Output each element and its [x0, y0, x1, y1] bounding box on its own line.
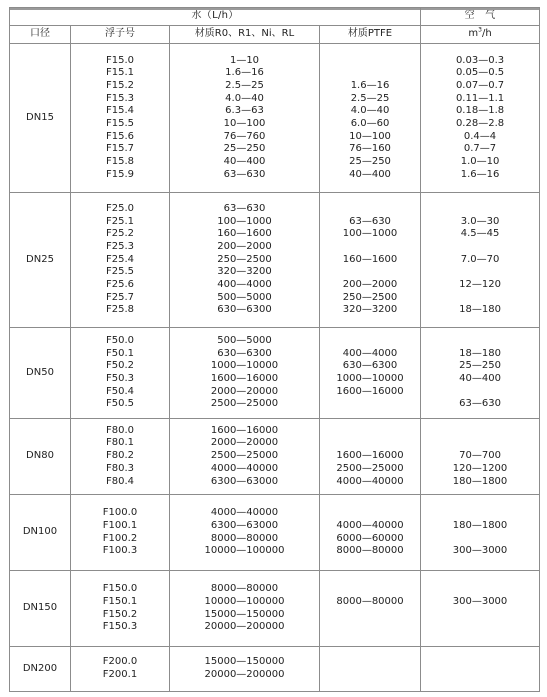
model-value: F25.8	[105, 304, 135, 316]
mat1-range: 2.5—25	[225, 79, 264, 91]
model-value: F50.3	[105, 373, 135, 384]
air-unit-sup: 3	[478, 26, 482, 34]
header-model-label: 浮子号	[105, 28, 135, 40]
mat2-range: 630—6300	[342, 360, 398, 372]
mat2-range: 10—100	[349, 130, 391, 142]
air-range: 1.6—16	[460, 168, 500, 180]
mat2-range: 6.0—60	[350, 118, 390, 129]
air-range: 7.0—70	[460, 253, 500, 265]
air-cell-stack	[421, 583, 539, 634]
mat2-range: 4.0—40	[350, 105, 390, 117]
model-value: F50.2	[105, 360, 135, 372]
model-cell	[71, 571, 170, 647]
model-cell	[71, 495, 170, 571]
table-row	[10, 44, 540, 193]
mat2-range: 4000—40000	[336, 519, 404, 531]
mat1-cell	[170, 571, 320, 647]
model-value: F50.1	[105, 347, 135, 359]
model-cell-stack	[103, 583, 137, 634]
mat2-range: 40—400	[349, 168, 391, 180]
model-value: F150.1	[102, 595, 138, 607]
air-range: 1.0—10	[460, 156, 500, 168]
model-value: F200.0	[102, 656, 138, 668]
header-mat1	[170, 26, 320, 44]
mat2-cell-stack	[320, 203, 420, 317]
header-air-unit	[421, 26, 540, 44]
size-label: DN100	[22, 526, 58, 538]
header-row-top	[10, 8, 540, 26]
air-cell	[421, 193, 540, 328]
model-cell	[71, 419, 170, 495]
model-value: F80.0	[105, 424, 135, 436]
model-cell-stack	[103, 656, 137, 681]
model-value: F15.5	[105, 118, 135, 129]
size-label: DN150	[22, 602, 58, 614]
air-range: 0.05—0.5	[455, 67, 505, 79]
air-range: 0.07—0.7	[455, 79, 505, 91]
model-value: F15.2	[105, 79, 135, 91]
air-unit-base: m	[468, 28, 479, 40]
model-cell-stack	[106, 55, 134, 182]
mat1-cell	[170, 44, 320, 193]
air-range: 25—250	[459, 360, 501, 372]
mat1-range: 4000—40000	[210, 462, 279, 474]
mat1-range: 2500—25000	[210, 398, 279, 410]
mat1-range: 63—630	[223, 202, 266, 214]
size-cell	[10, 193, 71, 328]
mat2-cell-stack	[320, 335, 420, 411]
mat2-range: 8000—80000	[336, 595, 404, 607]
model-value: F25.7	[105, 291, 135, 303]
header-air-label: 空 气	[464, 10, 496, 22]
mat1-range: 8000—80000	[210, 532, 279, 544]
header-size-label: 口径	[30, 28, 50, 40]
mat2-cell	[320, 571, 421, 647]
model-value: F50.0	[105, 334, 135, 346]
air-range: 0.18—1.8	[455, 105, 505, 117]
mat1-range: 15000—150000	[204, 656, 285, 668]
mat1-range: 10000—100000	[204, 595, 285, 607]
mat2-range: 400—4000	[342, 347, 398, 359]
model-cell-stack	[106, 203, 134, 317]
mat2-cell	[320, 495, 421, 571]
mat2-range: 1600—16000	[336, 450, 404, 462]
size-label: DN15	[26, 111, 54, 123]
mat1-range: 160—1600	[217, 228, 272, 240]
model-value: F150.0	[102, 583, 138, 595]
mat2-range: 8000—80000	[336, 545, 404, 557]
mat2-range: 200—2000	[342, 279, 398, 291]
model-value: F15.7	[105, 143, 135, 155]
mat1-range: 40—400	[223, 156, 266, 168]
air-unit-tail: /h	[481, 28, 492, 40]
mat2-range: 25—250	[349, 156, 391, 168]
air-range: 180—1800	[452, 519, 508, 531]
float-range-table	[9, 7, 540, 692]
model-value: F25.6	[105, 279, 135, 291]
model-value: F25.5	[105, 266, 135, 278]
model-cell	[71, 193, 170, 328]
table-row	[10, 495, 540, 571]
model-value: F15.8	[105, 156, 135, 168]
air-range: 70—700	[459, 450, 501, 462]
mat2-cell-stack	[320, 507, 420, 558]
air-cell-stack	[421, 203, 539, 317]
mat1-cell-stack	[170, 583, 319, 634]
model-value: F100.2	[102, 532, 138, 544]
model-value: F80.3	[105, 462, 135, 474]
mat1-range: 4.0—40	[225, 92, 264, 104]
model-value: F100.1	[102, 519, 138, 531]
model-value: F80.4	[105, 475, 135, 487]
size-label: DN80	[26, 450, 54, 462]
mat1-range: 20000—200000	[204, 621, 285, 633]
mat1-range: 10—100	[223, 118, 266, 129]
air-cell	[421, 495, 540, 571]
air-range: 18—180	[459, 304, 501, 316]
model-value: F15.0	[105, 54, 135, 66]
mat1-range: 250—2500	[217, 253, 272, 265]
mat2-cell-stack	[320, 656, 420, 681]
air-range: 12—120	[459, 279, 501, 291]
size-label: DN200	[22, 662, 58, 674]
table-row	[10, 328, 540, 419]
mat2-cell	[320, 328, 421, 419]
air-range: 4.5—45	[460, 228, 500, 240]
air-range: 18—180	[459, 347, 501, 359]
mat2-range: 1000—10000	[336, 373, 404, 384]
header-size	[10, 26, 71, 44]
model-value: F25.1	[105, 215, 135, 227]
mat2-cell-stack	[320, 55, 420, 182]
size-label: DN50	[26, 366, 54, 378]
mat1-range: 20000—200000	[204, 669, 285, 680]
mat1-range: 2000—20000	[210, 385, 279, 397]
model-value: F25.3	[105, 240, 135, 252]
table-row	[10, 571, 540, 647]
mat1-cell	[170, 193, 320, 328]
mat1-range: 4000—40000	[210, 507, 279, 519]
mat1-cell-stack	[170, 335, 319, 411]
air-cell-stack	[421, 507, 539, 558]
mat1-range: 6300—63000	[210, 475, 279, 487]
model-cell-stack	[103, 507, 137, 558]
size-cell	[10, 571, 71, 647]
mat2-range: 63—630	[349, 215, 391, 227]
model-value: F25.2	[105, 228, 135, 240]
air-range: 0.03—0.3	[455, 54, 505, 66]
size-cell	[10, 419, 71, 495]
mat1-cell-stack	[170, 507, 319, 558]
table-row	[10, 647, 540, 692]
table-row	[10, 419, 540, 495]
mat1-range: 400—4000	[217, 279, 272, 291]
header-mat1-label: 材质R0、R1、Ni、RL	[194, 28, 295, 40]
mat1-cell-stack	[170, 55, 319, 182]
mat2-cell	[320, 419, 421, 495]
model-value: F50.4	[105, 385, 135, 397]
mat1-cell-stack	[170, 203, 319, 317]
mat2-range: 100—1000	[342, 228, 398, 240]
mat1-range: 76—760	[223, 130, 266, 142]
air-range: 0.7—7	[463, 143, 497, 155]
mat2-cell	[320, 647, 421, 692]
header-air	[421, 8, 540, 26]
model-value: F25.0	[105, 202, 135, 214]
size-cell	[10, 44, 71, 193]
air-range: 40—400	[459, 373, 501, 384]
mat1-range: 1.6—16	[225, 67, 264, 79]
mat1-range: 1600—16000	[210, 424, 279, 436]
size-label: DN25	[26, 253, 54, 265]
mat1-range: 8000—80000	[210, 583, 279, 595]
model-value: F15.3	[105, 92, 135, 104]
air-cell	[421, 328, 540, 419]
mat1-cell	[170, 419, 320, 495]
mat1-range: 6.3—63	[225, 105, 264, 117]
air-cell-stack	[421, 425, 539, 488]
mat1-range: 500—5000	[217, 291, 272, 303]
mat2-range: 6000—60000	[336, 532, 404, 544]
mat1-range: 25—250	[223, 143, 266, 155]
air-range: 300—3000	[452, 545, 508, 557]
size-cell	[10, 495, 71, 571]
mat2-range: 1600—16000	[336, 385, 404, 397]
header-model	[71, 26, 170, 44]
mat2-range: 2.5—25	[350, 92, 390, 104]
mat2-range: 4000—40000	[336, 475, 404, 487]
table-row	[10, 193, 540, 328]
model-value: F50.5	[105, 398, 135, 410]
model-value: F15.6	[105, 130, 135, 142]
mat2-range: 2500—25000	[336, 462, 404, 474]
header-mat2-label: 材质PTFE	[347, 28, 393, 40]
air-cell-stack	[421, 656, 539, 681]
header-water-label: 水（L/h）	[191, 10, 239, 22]
mat1-cell-stack	[170, 425, 319, 488]
mat1-range: 2000—20000	[210, 437, 279, 449]
air-cell	[421, 571, 540, 647]
air-cell	[421, 44, 540, 193]
air-range: 0.28—2.8	[455, 118, 505, 129]
mat1-range: 63—630	[223, 168, 266, 180]
mat1-range: 1—10	[229, 54, 260, 66]
air-cell	[421, 647, 540, 692]
mat2-range: 76—160	[349, 143, 391, 155]
model-cell	[71, 44, 170, 193]
mat1-range: 630—6300	[217, 347, 272, 359]
mat1-range: 6300—63000	[210, 519, 279, 531]
air-range: 180—1800	[452, 475, 508, 487]
mat2-cell	[320, 44, 421, 193]
air-range: 63—630	[459, 398, 501, 410]
air-cell	[421, 419, 540, 495]
header-row-sub	[10, 26, 540, 44]
air-range: 3.0—30	[460, 215, 500, 227]
model-cell-stack	[106, 425, 134, 488]
mat2-cell-stack	[320, 583, 420, 634]
mat2-range: 250—2500	[342, 291, 398, 303]
mat1-range: 630—6300	[217, 304, 272, 316]
mat2-cell	[320, 193, 421, 328]
mat1-cell	[170, 328, 320, 419]
air-range: 0.11—1.1	[455, 92, 505, 104]
size-cell	[10, 647, 71, 692]
mat1-cell	[170, 647, 320, 692]
model-value: F80.2	[105, 450, 135, 462]
mat1-cell-stack	[170, 656, 319, 681]
model-cell	[71, 328, 170, 419]
mat1-range: 2500—25000	[210, 450, 279, 462]
model-value: F25.4	[105, 253, 135, 265]
mat1-range: 200—2000	[217, 240, 272, 252]
air-cell-stack	[421, 55, 539, 182]
model-value: F200.1	[102, 669, 138, 680]
mat2-range: 1.6—16	[350, 79, 390, 91]
header-mat2	[320, 26, 421, 44]
mat2-range: 160—1600	[342, 253, 398, 265]
model-cell-stack	[106, 335, 134, 411]
air-range: 0.4—4	[463, 130, 497, 142]
air-range: 120—1200	[452, 462, 508, 474]
mat1-range: 100—1000	[217, 215, 272, 227]
air-cell-stack	[421, 335, 539, 411]
size-cell	[10, 328, 71, 419]
model-value: F80.1	[105, 437, 135, 449]
model-value: F100.3	[102, 545, 138, 557]
mat1-range: 320—3200	[217, 266, 272, 278]
mat1-range: 1600—16000	[210, 373, 279, 384]
model-value: F15.9	[105, 168, 135, 180]
mat1-range: 15000—150000	[204, 608, 285, 620]
model-value: F100.0	[102, 507, 138, 519]
model-value: F150.3	[102, 621, 138, 633]
mat2-cell-stack	[320, 425, 420, 488]
mat1-cell	[170, 495, 320, 571]
model-value: F15.1	[105, 67, 135, 79]
model-value: F150.2	[102, 608, 138, 620]
air-range: 300—3000	[452, 595, 508, 607]
mat1-range: 500—5000	[217, 334, 272, 346]
model-value: F15.4	[105, 105, 135, 117]
mat1-range: 1000—10000	[210, 360, 279, 372]
mat2-range: 320—3200	[342, 304, 398, 316]
model-cell	[71, 647, 170, 692]
header-water	[10, 8, 421, 26]
mat1-range: 10000—100000	[204, 545, 285, 557]
